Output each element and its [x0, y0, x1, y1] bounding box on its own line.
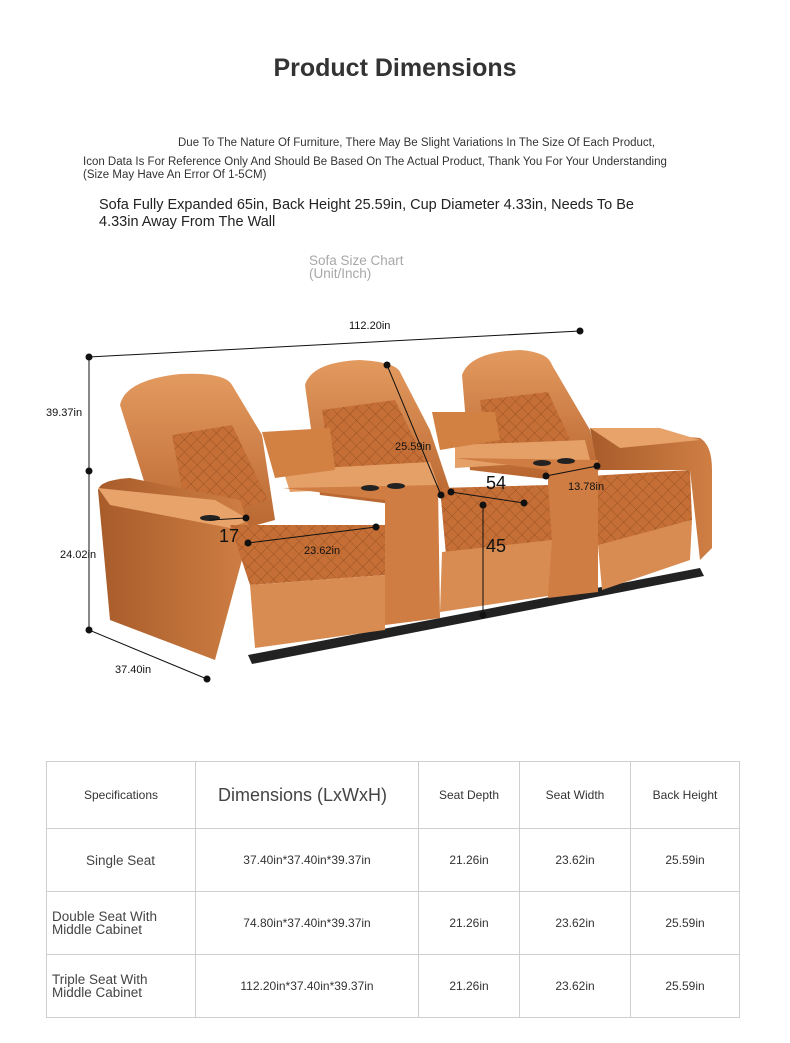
spec-summary-line-1: Sofa Fully Expanded 65in, Back Height 25.59in, Cup Diameter 4.33in, Needs To Be — [99, 197, 634, 213]
header-seat-depth: Seat Depth — [419, 762, 520, 829]
row-back-height: 25.59in — [631, 829, 740, 892]
table-row — [47, 892, 740, 955]
row-seat-depth: 21.26in — [419, 955, 520, 1018]
size-chart-title — [309, 254, 404, 280]
row-seat-depth: 21.26in — [419, 892, 520, 955]
table-row — [47, 829, 740, 892]
sofa-dimension-diagram — [0, 290, 790, 700]
disclaimer-line-1: Due To The Nature Of Furniture, There May Be Slight Variations In The Size Of Each Product, — [178, 137, 656, 149]
dim-cabinet-width: 13.78in — [568, 481, 605, 493]
table-header-row — [47, 762, 740, 829]
specifications-table — [46, 761, 740, 1018]
dim-seat-width: 23.62in — [304, 545, 341, 557]
header-specifications: Specifications — [47, 762, 196, 829]
page-title: Product Dimensions — [273, 54, 517, 82]
dim-depth: 37.40in — [115, 664, 152, 676]
size-chart-title-line-1: Sofa Size Chart — [309, 253, 404, 268]
row-dimensions: 112.20in*37.40in*39.37in — [196, 955, 419, 1018]
row-seat-width: 23.62in — [520, 955, 631, 1018]
row-seat-depth: 21.26in — [419, 829, 520, 892]
row-back-height: 25.59in — [631, 892, 740, 955]
header-seat-width: Seat Width — [520, 762, 631, 829]
dim-arm-label: 17 — [219, 526, 240, 546]
table-row — [47, 955, 740, 1018]
dim-seat-label: 54 — [486, 473, 507, 493]
row-dimensions: 74.80in*37.40in*39.37in — [196, 892, 419, 955]
spec-summary — [99, 197, 699, 231]
dim-seat-height: 24.02in — [60, 549, 97, 561]
dim-back-height: 25.59in — [395, 441, 432, 453]
dim-height: 39.37in — [46, 407, 83, 419]
row-seat-width: 23.62in — [520, 892, 631, 955]
dim-seat-depth-label: 45 — [486, 536, 507, 556]
row-dimensions: 37.40in*37.40in*39.37in — [196, 829, 419, 892]
spec-summary-line-2: 4.33in Away From The Wall — [99, 214, 276, 230]
dim-total-width: 112.20in — [349, 320, 391, 332]
row-name: Double Seat With Middle Cabinet — [47, 892, 196, 955]
row-name: Single Seat — [47, 829, 196, 892]
row-name: Triple Seat With Middle Cabinet — [47, 955, 196, 1018]
row-back-height: 25.59in — [631, 955, 740, 1018]
disclaimer-line-2: Icon Data Is For Reference Only And Should Be Based On The Actual Product, Thank You For Your Understanding — [83, 156, 667, 168]
header-back-height: Back Height — [631, 762, 740, 829]
header-dimensions: Dimensions (LxWxH) — [196, 762, 419, 829]
size-chart-unit: (Unit/Inch) — [309, 266, 372, 281]
disclaimer-line-3: (Size May Have An Error Of 1-5CM) — [83, 169, 267, 181]
row-seat-width: 23.62in — [520, 829, 631, 892]
